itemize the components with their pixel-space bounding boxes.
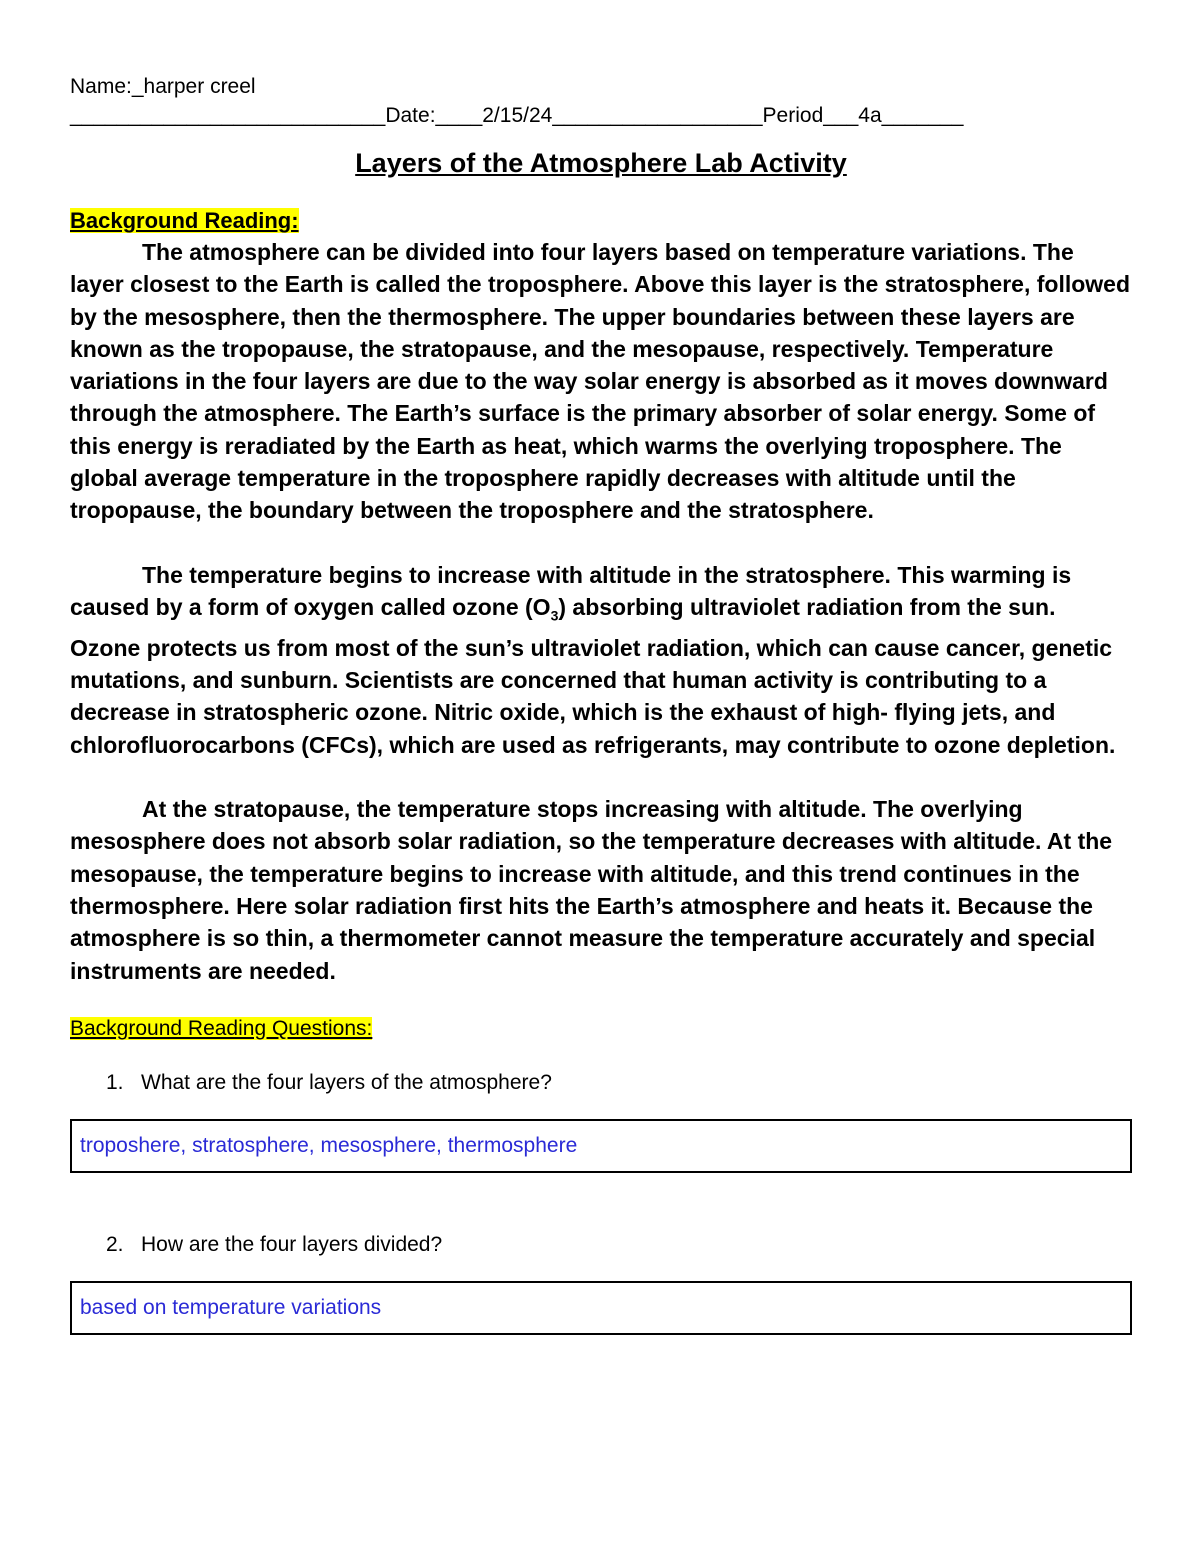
questions-heading (70, 1015, 1132, 1043)
background-heading-label: Background Reading: (70, 208, 299, 233)
worksheet-page (70, 72, 1132, 1335)
question-text: How are the four layers divided? (141, 1232, 443, 1256)
name-field[interactable]: Name:_harper creel (70, 75, 256, 98)
question-number: 1. (106, 1070, 124, 1094)
paragraph-2-part-b: ) absorbing ultraviolet radiation from the sun. Ozone protects us from most of the sun’s ultraviolet radiation, which can cause cancer, genetic mutations, and sunburn. Scientists are concerned that human activity is contributing to a decrease in stratospheric ozone. Nitric oxide, which is the exhaust of high- flying jets, and chlorofluorocarbons (CFCs), which are used as refrigerants, may contribute to ozone depletion. (70, 593, 1116, 758)
paragraph-spacer (70, 761, 1132, 793)
question-text: What are the four layers of the atmosphere? (141, 1070, 552, 1094)
background-heading (70, 206, 1132, 236)
answer-box-1[interactable]: troposhere, stratosphere, mesosphere, thermosphere (70, 1119, 1132, 1173)
paragraph-2 (70, 559, 1132, 761)
date-period-line[interactable]: ___________________________Date:____2/15/24__________________Period___4a_______ (70, 104, 964, 127)
paragraph-2-part-a: The temperature begins to increase with altitude in the stratosphere. This warming is caused by a form of oxygen called ozone (O (70, 561, 1072, 620)
answer-box-2[interactable]: based on temperature variations (70, 1281, 1132, 1335)
page-title: Layers of the Atmosphere Lab Activity (355, 148, 847, 178)
question-2 (106, 1231, 1132, 1259)
question-1 (106, 1069, 1132, 1097)
paragraph-3: At the stratopause, the temperature stops increasing with altitude. The overlying mesosphere does not absorb solar radiation, so the temperature decreases with altitude. At the mesopause, the temperature begins to increase with altitude, and this trend continues in the thermosphere. Here solar radiation first hits the Earth’s atmosphere and heats it. Because the atmosphere is so thin, a thermometer cannot measure the temperature accurately and special instruments are needed. (70, 796, 1113, 984)
questions-heading-label: Background Reading Questions: (70, 1016, 373, 1040)
ozone-subscript: 3 (550, 607, 559, 624)
question-number: 2. (106, 1232, 124, 1256)
paragraph-1: The atmosphere can be divided into four layers based on temperature variations. The layer closest to the Earth is called the troposphere. Above this layer is the stratosphere, followed by the mesosphere, then the thermosphere. The upper boundaries between these layers are known as the tropopause, the stratopause, and the mesopause, respectively. Temperature variations in the four layers are due to the way solar energy is absorbed as it moves downward through the atmosphere. The Earth’s surface is the primary absorber of solar energy. Some of this energy is reradiated by the Earth as heat, which warms the overlying troposphere. The global average temperature in the troposphere rapidly decreases with altitude until the tropopause, the boundary between the troposphere and the stratosphere. (70, 239, 1130, 524)
paragraph-spacer (70, 527, 1132, 559)
